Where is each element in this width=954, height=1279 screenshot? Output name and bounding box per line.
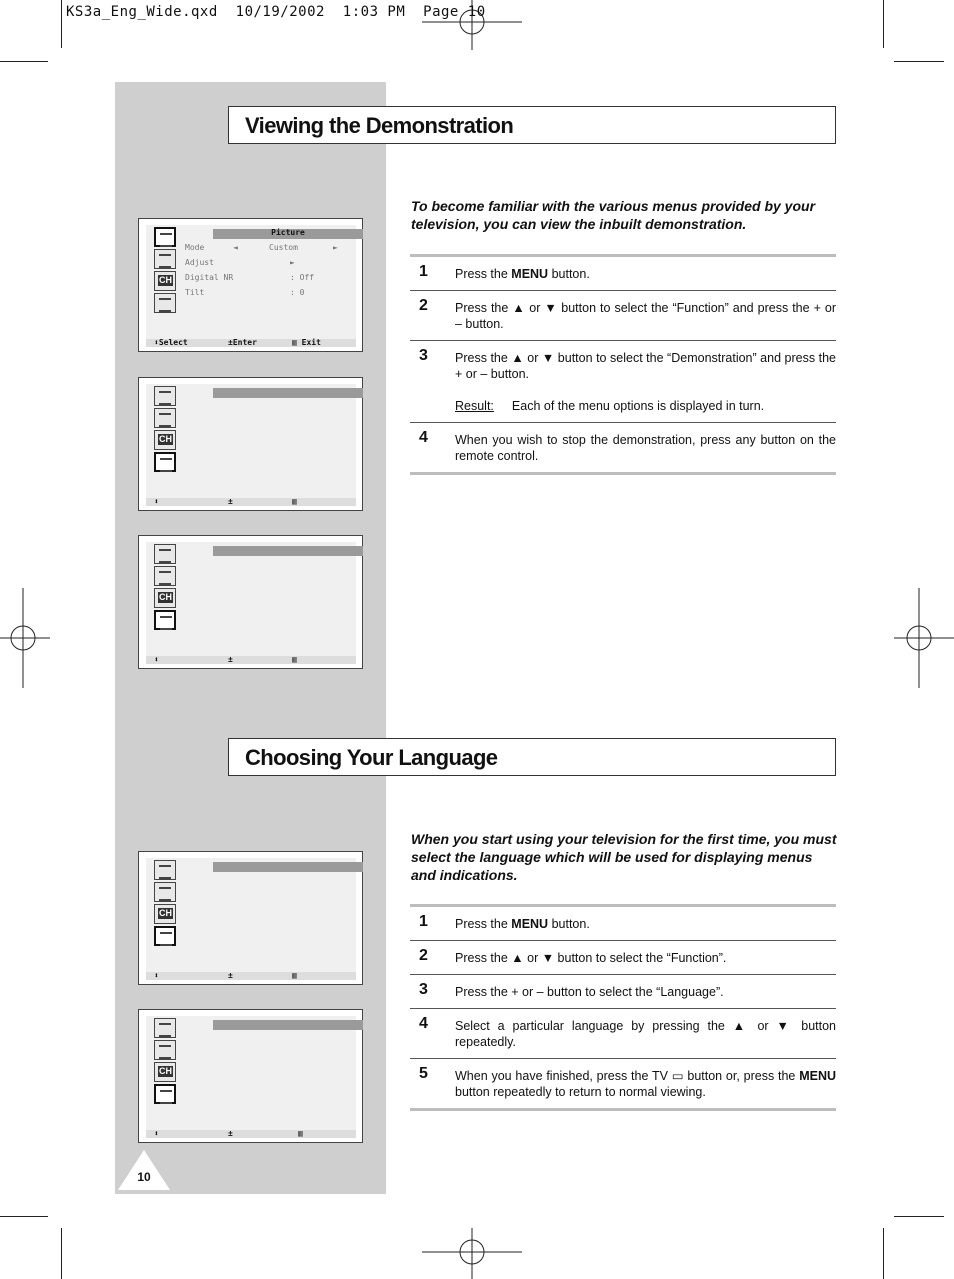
- step-text: Press the ▲ or ▼ button to select the “Function”.: [455, 951, 727, 965]
- channel-icon: CH: [154, 904, 176, 924]
- menu-header: [213, 1020, 363, 1030]
- menu-row: Digital NR : Off: [185, 273, 315, 282]
- exit-hint: ▥: [292, 655, 297, 664]
- exit-hint: ▥: [292, 971, 297, 980]
- step-number: 4: [419, 429, 428, 446]
- channel-icon: CH: [154, 430, 176, 450]
- step-item: [410, 290, 836, 340]
- step-text: Press the MENU button.: [455, 267, 590, 281]
- menu-header-label: Picture: [271, 228, 305, 237]
- crop-mark: [61, 0, 62, 48]
- step-text: When you have finished, press the TV ▭ button or, press the MENU button repeatedly to return to normal viewing.: [455, 1069, 836, 1099]
- sound-icon: [154, 1040, 176, 1060]
- registration-mark: [422, 1228, 522, 1279]
- crop-mark: [883, 0, 884, 48]
- menu-header: [213, 546, 363, 556]
- step-text: Press the ▲ or ▼ button to select the “Demonstration” and press the + or – button.: [455, 351, 836, 381]
- step-number: 3: [419, 347, 428, 364]
- function-icon: [154, 610, 176, 630]
- enter-hint: ±: [228, 497, 233, 506]
- menu-panel: [146, 384, 356, 502]
- enter-hint: ±: [228, 655, 233, 664]
- page-number: 10: [137, 1170, 151, 1184]
- step-number: 1: [419, 263, 428, 280]
- step-text: Press the ▲ or ▼ button to select the “Function” and press the + or – button.: [455, 301, 836, 331]
- crop-mark: [883, 1228, 884, 1279]
- menu-row: Tilt : 0: [185, 288, 305, 297]
- step-item: [410, 1058, 836, 1108]
- step-text: Press the MENU button.: [455, 917, 590, 931]
- sound-icon: [154, 566, 176, 586]
- step-text: Select a particular language by pressing the ▲ or ▼ button repeatedly.: [455, 1019, 836, 1049]
- step-text: Press the + or – button to select the “Language”.: [455, 985, 724, 999]
- menu-panel: [146, 858, 356, 976]
- menu-panel: [146, 1016, 356, 1134]
- step-number: 1: [419, 913, 428, 930]
- menu-icon-column: [154, 860, 176, 948]
- crop-mark: [0, 1216, 48, 1217]
- crop-mark: [61, 1228, 62, 1279]
- step-number: 5: [419, 1065, 428, 1082]
- sound-icon: [154, 408, 176, 428]
- step-item: [410, 974, 836, 1008]
- section-title-box: [228, 738, 836, 776]
- step-number: 2: [419, 947, 428, 964]
- tv-picture-icon: [154, 227, 176, 247]
- crop-mark: [894, 61, 944, 62]
- intro-text: When you start using your television for the first time, you must select the language which will be used for displaying menus and indications.: [411, 831, 837, 883]
- enter-hint: ±: [228, 1129, 233, 1138]
- channel-icon: CH: [154, 1062, 176, 1082]
- tv-menu-screenshot: [138, 535, 363, 669]
- tv-menu-screenshot: [138, 218, 363, 352]
- steps-list: [410, 254, 836, 475]
- step-text: When you wish to stop the demonstration, press any button on the remote control.: [455, 433, 836, 463]
- menu-footer: [146, 339, 356, 347]
- step-number: 3: [419, 981, 428, 998]
- step-item: [410, 422, 836, 472]
- menu-icon-column: [154, 1018, 176, 1106]
- registration-mark: [0, 588, 50, 688]
- menu-header: [213, 229, 363, 239]
- function-icon: [154, 926, 176, 946]
- function-icon: [154, 452, 176, 472]
- channel-icon: CH: [154, 588, 176, 608]
- intro-text: To become familiar with the various menus provided by your television, you can view the inbuilt demonstration.: [411, 198, 816, 232]
- menu-icon-column: [154, 544, 176, 632]
- function-icon: [154, 1084, 176, 1104]
- step-item: [410, 907, 836, 940]
- section-title: Viewing the Demonstration: [245, 113, 514, 138]
- menu-row: Mode ◄ Custom ►: [185, 243, 338, 252]
- tv-picture-icon: [154, 544, 176, 564]
- exit-hint: ▥: [292, 497, 297, 506]
- tv-menu-screenshot: [138, 851, 363, 985]
- menu-panel: [146, 225, 356, 343]
- menu-icon-column: [154, 227, 176, 315]
- step-number: 2: [419, 297, 428, 314]
- step-item: [410, 1008, 836, 1058]
- step-item: [410, 257, 836, 290]
- menu-row: Adjust ►: [185, 258, 295, 267]
- menu-footer: [146, 498, 356, 506]
- result-label: Result:: [455, 399, 494, 413]
- step-result: [455, 398, 836, 414]
- exit-hint: ▥: [298, 1129, 303, 1138]
- file-slug: KS3a_Eng_Wide.qxd 10/19/2002 1:03 PM Page 10: [66, 4, 486, 20]
- channel-icon: CH: [154, 271, 176, 291]
- menu-rows: [185, 243, 355, 303]
- sound-icon: [154, 249, 176, 269]
- registration-mark: [894, 588, 954, 688]
- tv-picture-icon: [154, 386, 176, 406]
- function-icon: [154, 293, 176, 313]
- enter-hint: ±Enter: [228, 338, 257, 347]
- select-hint: ⬍: [154, 1129, 159, 1138]
- menu-panel: [146, 542, 356, 660]
- step-item: [410, 940, 836, 974]
- result-text: Each of the menu options is displayed in turn.: [511, 399, 765, 413]
- step-item: [410, 340, 836, 422]
- tv-picture-icon: [154, 1018, 176, 1038]
- menu-footer: [146, 972, 356, 980]
- crop-mark: [0, 61, 48, 62]
- tv-picture-icon: [154, 860, 176, 880]
- enter-hint: ±: [228, 971, 233, 980]
- step-number: 4: [419, 1015, 428, 1032]
- exit-hint: ▥ Exit: [292, 338, 321, 347]
- menu-icon-column: [154, 386, 176, 474]
- select-hint: ⬍: [154, 655, 159, 664]
- section-title-box: [228, 106, 836, 144]
- section-title: Choosing Your Language: [245, 745, 498, 770]
- tv-menu-screenshot: [138, 377, 363, 511]
- menu-header: [213, 862, 363, 872]
- select-hint: ⬍Select: [154, 338, 188, 347]
- select-hint: ⬍: [154, 497, 159, 506]
- steps-list: [410, 904, 836, 1111]
- menu-header: [213, 388, 363, 398]
- menu-footer: [146, 656, 356, 664]
- menu-footer: [146, 1130, 356, 1138]
- tv-menu-screenshot: [138, 1009, 363, 1143]
- sound-icon: [154, 882, 176, 902]
- select-hint: ⬍: [154, 971, 159, 980]
- crop-mark: [894, 1216, 944, 1217]
